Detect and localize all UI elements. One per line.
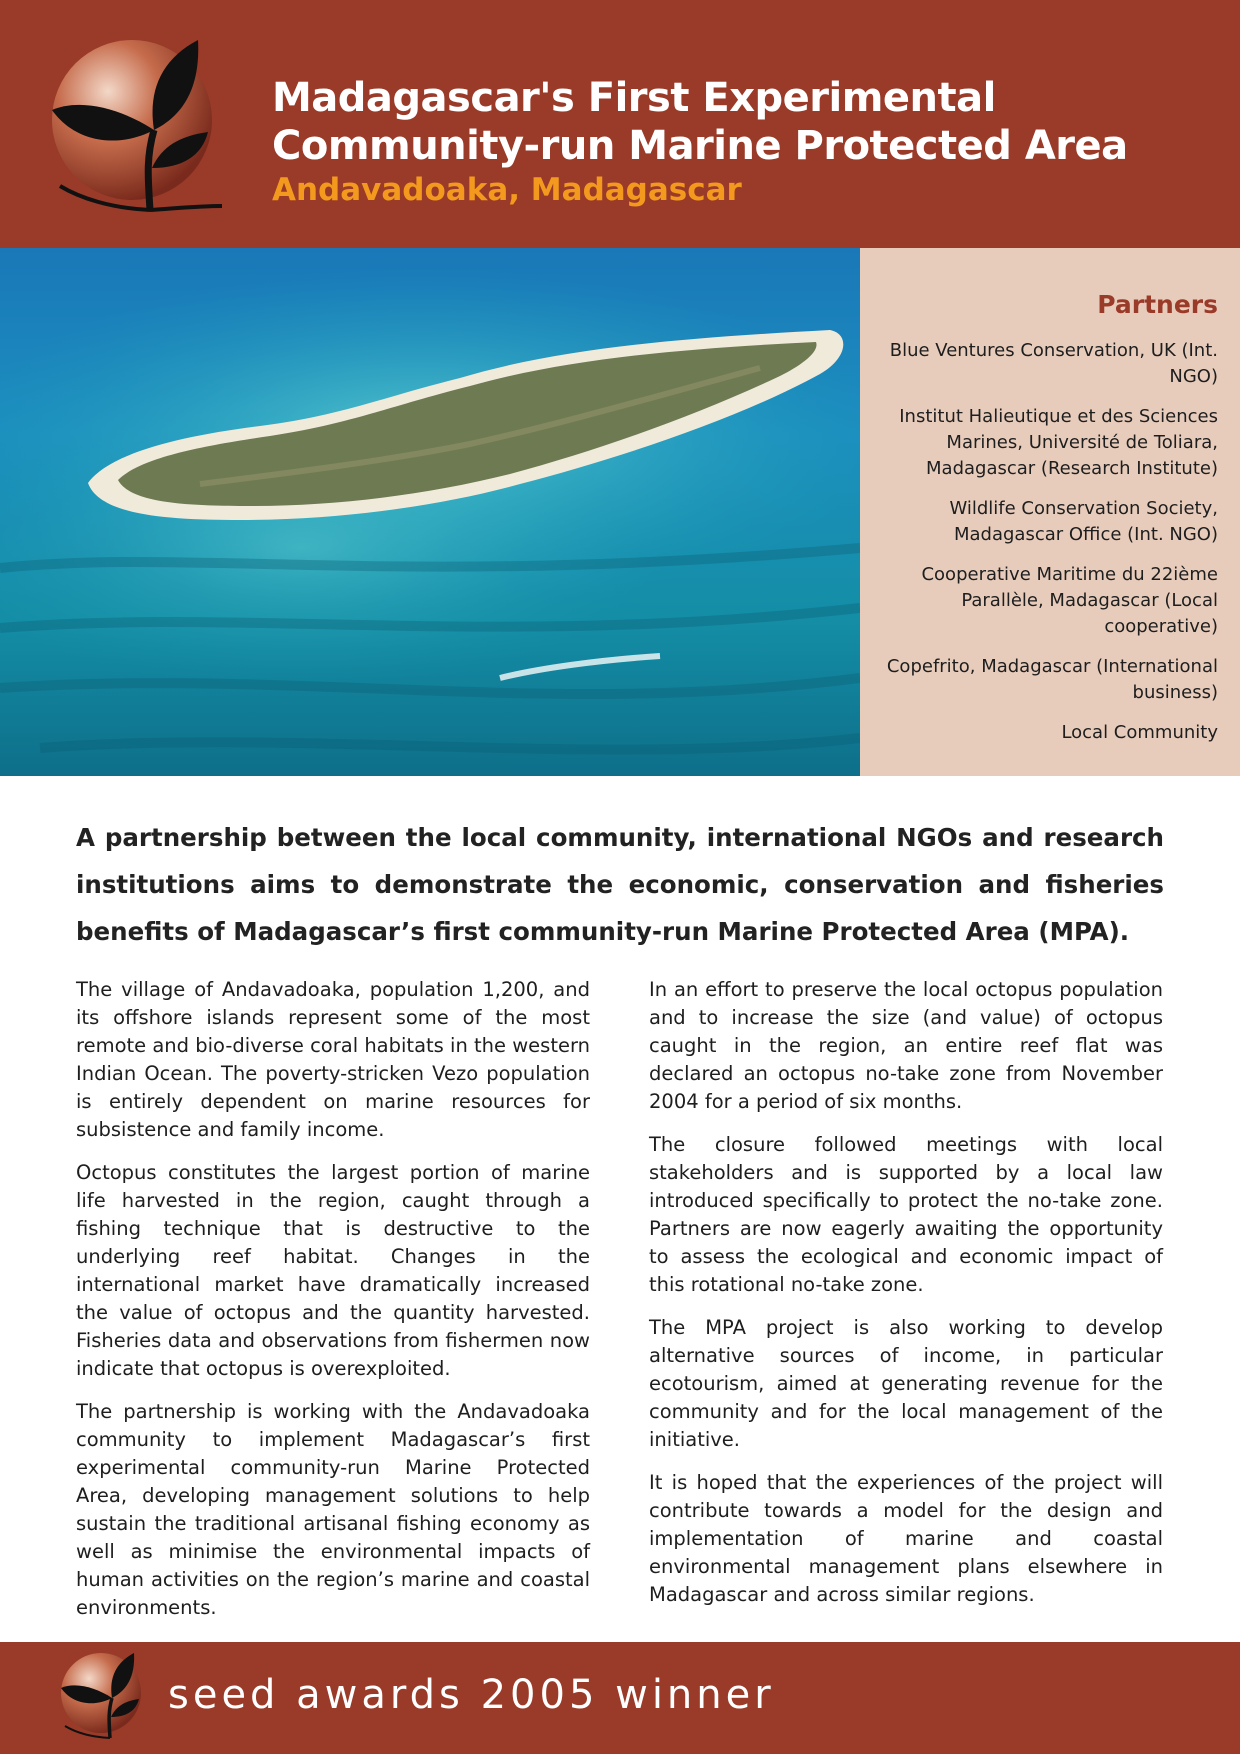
body-column-left [76,976,590,1637]
title-line-1: Madagascar's First Experimental [272,75,996,121]
body-paragraph: The partnership is working with the Andavadoaka community to implement Madagascar’s first experimental community-run Marine Protected Area, developing management solutions to help sustain the traditional artisanal fishing economy as well as minimise the environmental impacts of human activities on the region’s marine and coastal environments. [76,1400,590,1619]
lead-paragraph: A partnership between the local community, international NGOs and research institutions aims to demonstrate the economic, conservation and fisheries benefits of Madagascar’s first community-run Marine Protected Area (MPA). [76,823,1164,946]
seed-logo-small-icon [60,1652,150,1742]
seed-logo-icon [50,38,230,218]
partner-item: Copefrito, Madagascar (International business) [886,656,1218,703]
body-paragraph: The closure followed meetings with local stakeholders and is supported by a local law introduced specifically to protect the no-take zone. Partners are now eagerly awaiting the opportunity to assess the ecological and economic impact of this rotational no-take zone. [649,1133,1163,1296]
title-line-2: Community-run Marine Protected Area [272,123,1128,169]
header-banner [0,0,1240,248]
body-paragraph: In an effort to preserve the local octopus population and to increase the size (and value) of octopus caught in the region, an entire reef flat was declared an octopus no-take zone from November 2004 for a period of six months. [649,978,1163,1113]
partner-item: Wildlife Conservation Society, Madagascar Office (Int. NGO) [949,498,1218,545]
partners-panel [860,248,1240,776]
body-paragraph: It is hoped that the experiences of the project will contribute towards a model for the design and implementation of marine and coastal environmental management plans elsewhere in Madagascar and across similar regions. [649,1471,1163,1606]
partner-item: Institut Halieutique et des Sciences Marines, Université de Toliara, Madagascar (Research Institute) [899,406,1218,479]
partner-item: Cooperative Maritime du 22ième Parallèle, Madagascar (Local cooperative) [921,564,1218,637]
partners-heading: Partners [1097,290,1218,319]
footer-banner [0,1642,1240,1754]
body-paragraph: Octopus constitutes the largest portion of marine life harvested in the region, caught through a fishing technique that is destructive to the underlying reef habitat. Changes in the international market have dramatically increased the value of octopus and the quantity harvested. Fisheries data and observations from fishermen now indicate that octopus is overexploited. [76,1161,590,1380]
partner-item: Local Community [1061,722,1218,743]
body-paragraph: The village of Andavadoaka, population 1,200, and its offshore islands represent some of the most remote and bio-diverse coral habitats in the western Indian Ocean. The poverty-stricken Vezo population is entirely dependent on marine resources for subsistence and family income. [76,978,590,1141]
body-paragraph: The MPA project is also working to develop alternative sources of income, in particular ecotourism, aimed at generating revenue for the community and for the local management of the initiative. [649,1316,1163,1451]
body-column-right [649,976,1163,1624]
award-text: seed awards 2005 winner [168,1672,775,1718]
partner-item: Blue Ventures Conservation, UK (Int. NGO) [889,340,1218,387]
island-aerial-photo [0,248,860,776]
page-title [272,74,1222,170]
location-subtitle: Andavadoaka, Madagascar [272,172,742,208]
